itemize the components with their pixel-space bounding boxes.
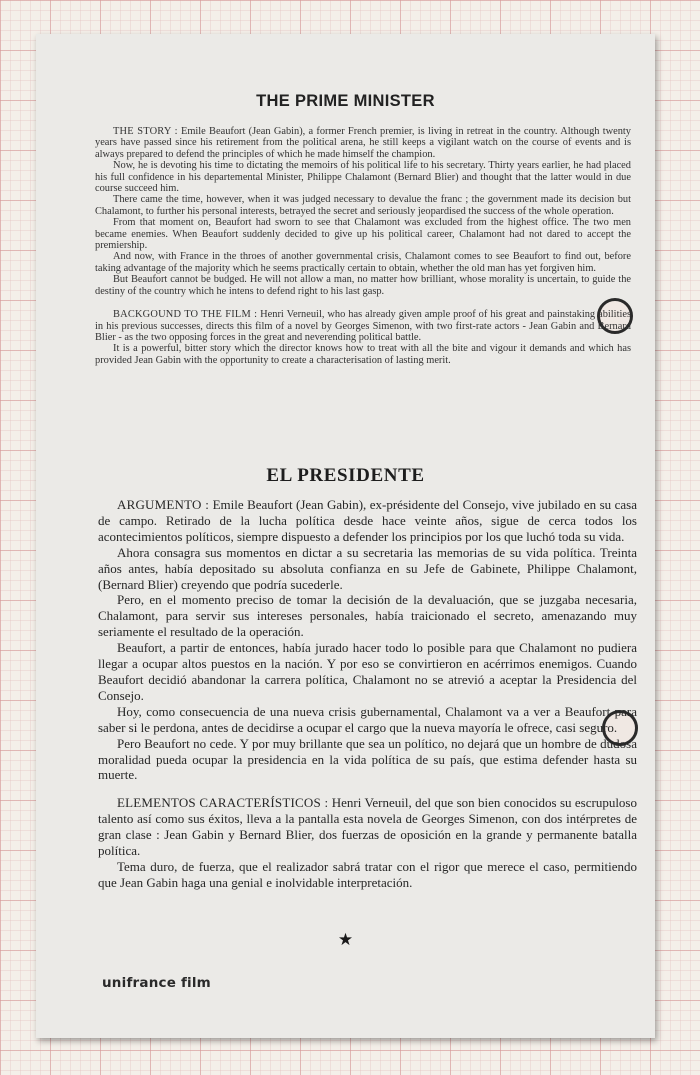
english-paragraph <box>95 343 631 366</box>
spanish-paragraph <box>98 736 637 784</box>
paragraph-text: Henri Verneuil, del que son bien conocidos su escrupuloso talento así como sus éxitos, lleva a la pantalla esta novela de Georges Simenon, con dos intérpretes de gran clase : Jean Gabin y Bernard Blier, dos fuerzas de oposición en la grande y permanente batalla política. <box>98 795 637 859</box>
spanish-synopsis <box>98 497 637 891</box>
spanish-paragraph <box>98 592 637 640</box>
spanish-paragraph <box>98 795 637 859</box>
spanish-paragraph <box>98 640 637 704</box>
paragraph-text: Ahora consagra sus momentos en dictar a su secretaria las memorias de su vida política. Treinta años antes, había depositado su absoluta confianza en su Jefe de Gabinete, Philippe Chalamont, (Bernard Blier) creyendo que podría sucederle. <box>98 544 637 592</box>
document-sheet <box>36 34 655 1038</box>
english-paragraph <box>95 194 631 217</box>
english-paragraph <box>95 126 631 160</box>
paragraph-text: Emile Beaufort (Jean Gabin), ex-présidente del Consejo, vive jubilado en su casa de campo. Retirado de la lucha política desde hace veinte años, sigue de cerca todos los acontecimientos políticos, siempre dispuesto a defender los principios por los que luchó toda su vida. <box>98 497 637 544</box>
paragraph-text: It is a powerful, bitter story which the director knows how to treat with all the bite and vigour it demands and which has provided Jean Gabin with the opportunity to create a characterisation of lasting merit. <box>95 343 631 366</box>
english-paragraph <box>95 274 631 297</box>
unifrance-logo: unifrance film <box>102 975 211 991</box>
paragraph-text: Tema duro, de fuerza, que el realizador sabrá tratar con el rigor que merece el caso, permitiendo que Jean Gabin haga una genial e inolvidable interpretación. <box>98 858 637 890</box>
spanish-paragraph <box>98 545 637 593</box>
section-lead: THE STORY : <box>113 126 178 137</box>
english-paragraph <box>95 160 631 194</box>
english-paragraph <box>95 309 631 343</box>
star-ornament: ★ <box>337 930 354 950</box>
spanish-title: EL PRESIDENTE <box>266 465 425 486</box>
paragraph-text: Henri Verneuil, who has already given ample proof of his great and painstaking abilities in his previous successes, directs this film of a novel by Georges Simenon, with two first-rate actors - Jean Gabin and Bernard Blier - as the two opposing forces in the great and neverending political battle. <box>95 309 631 343</box>
paragraph-text: Hoy, como consecuencia de una nueva crisis gubernamental, Chalamont va a ver a Beaufort para saber si le perdona, antes de decidirse a ocupar el cargo que la nueva mayoría le ofrece, casi seguro. <box>98 703 637 735</box>
section-lead: ELEMENTOS CARACTERÍSTICOS : <box>117 795 329 811</box>
paragraph-text: Pero, en el momento preciso de tomar la decisión de la devaluación, que se juzgaba necesaria, Chalamont, para servir sus intereses personales, había traicionado el secreto, amenazando muy seriamente el resultado de la operación. <box>98 592 637 640</box>
spanish-paragraph <box>98 497 637 545</box>
paragraph-text: Pero Beaufort no cede. Y por muy brillante que sea un político, no dejará que un hombre de dudosa moralidad pueda ocupar la presidencia en la vida política de su país, que estima defender hasta su muerte. <box>98 735 637 783</box>
paragraph-text: Emile Beaufort (Jean Gabin), a former French premier, is living in retreat in the country. Although twenty years have passed since his retirement from the political arena, he still keeps a vigilant watch on the course of events and is always prepared to defend the principles of which he made himself the champion. <box>95 126 631 160</box>
spanish-paragraph <box>98 859 637 891</box>
paragraph-text: There came the time, however, when it was judged necessary to devalue the franc ; the government made its decision but Chalamont, to further his personal interests, betrayed the secret and seriously jeopardised the success of the whole operation. <box>95 194 631 217</box>
paragraph-text: Beaufort, a partir de entonces, había jurado hacer todo lo posible para que Chalamont no pudiera llegar a ocupar altos puestos en la nación. Y por eso se convirtieron en acérrimos enemigos. Cuando Beaufort decidió abandonar la carrera política, Chalamont no se atrevió a aceptar la Presidencia del Consejo. <box>98 640 637 703</box>
paragraph-text: And now, with France in the throes of another governmental crisis, Chalamont comes to see Beaufort to find out, before taking advantage of the majority which he seems practically certain to obtain, whether the old man has yet forgiven him. <box>95 251 631 274</box>
paragraph-text: But Beaufort cannot be budged. He will not allow a man, no matter how brilliant, whose morality is uncertain, to guide the destiny of the country which he intens to defend right to his last gasp. <box>95 274 631 297</box>
section-lead: ARGUMENTO : <box>117 497 210 512</box>
paragraph-text: From that moment on, Beaufort had sworn to see that Chalamont was excluded from the highest office. The two men became enemies. When Beaufort suddenly decided to give up his political career, Chalamont had not dared to accept the premiership. <box>95 217 631 252</box>
spanish-paragraph <box>98 704 637 736</box>
english-paragraph <box>95 251 631 274</box>
paragraph-text: Now, he is devoting his time to dictating the memoirs of his political life to his secretary. Thirty years earlier, he had placed his full confidence in his departemental Minister, Philippe Chalamont (Bernard Blier) and thought that the latter would in due course succeed him. <box>95 160 631 195</box>
english-paragraph <box>95 217 631 251</box>
section-lead: BACKGOUND TO THE FILM : <box>113 309 258 321</box>
english-title: THE PRIME MINISTER <box>256 92 435 110</box>
english-synopsis <box>95 126 631 366</box>
